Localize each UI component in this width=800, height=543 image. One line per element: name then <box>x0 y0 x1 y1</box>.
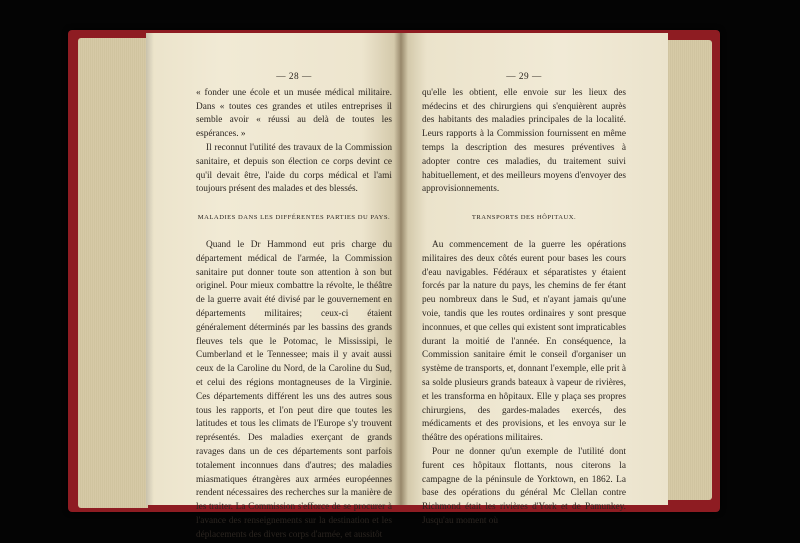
page-shadow <box>146 33 154 505</box>
page-number: — 29 — <box>506 72 542 82</box>
page-number: — 28 — <box>276 72 312 82</box>
section-heading: TRANSPORTS DES HÔPITAUX. <box>471 214 577 222</box>
left-page <box>146 33 400 540</box>
section-heading: MALADIES DANS LES DIFFÉRENTES PARTIES DU PAYS. <box>197 214 391 222</box>
right-page <box>400 33 668 526</box>
right-page-text <box>422 71 626 529</box>
left-page-text <box>196 71 392 543</box>
book-gutter <box>394 33 408 505</box>
paragraph: Il reconnut l'utilité des travaux de la Commission sanitaire, et depuis son élection ce corps devint ce qu'il devait être, l'aide du corps médical et l'ami toujours présent des malades et des blessés. <box>196 142 392 195</box>
page-edges-left <box>78 38 148 508</box>
page-edges-right <box>666 40 712 500</box>
paragraph-continuation: qu'elle les obtient, elle envoie sur les lieux des médecins et des chirurgiens qui s'enquièrent auprès des habitants des maladies principales de la localité. Leurs rapports à la Commission fournissent en même temps la description des mesures préventives à adopter contre ces maladies, du traitement suivi habituellement, et des meilleurs moyens d'envoyer des approvisionnements. <box>422 87 626 195</box>
paragraph: Pour ne donner qu'un exemple de l'utilité dont furent ces hôpitaux flottants, nous citerons la campagne de la péninsule de Yorktown, en 1862. La base des opérations du général Mc Clellan contre Richmond était les rivières d'York et de Pamunkey. Jusqu'au moment où <box>422 446 626 526</box>
paragraph: Quand le Dr Hammond eut pris charge du département médical de l'armée, la Commission sanitaire put donner toute son attention à son but originel. Pour mieux combattre la révolte, le théâtre de la guerre avait été divisé par le gouvernement en départements militaires; ceux-ci étaient généralement déterminés par les bassins des grands fleuves tels que le Potomac, le Mississipi, le Cumberland et le Tennessee; mais il y avait aussi ceux de la Caroline du Nord, de la Caroline du Sud, et celui des régions montagneuses de la Virginie. Ces départements différent les uns des autres sous tous les rapports, et l'on peut dire que toutes les latitudes et tous les climats de l'Europe s'y trouvent représentés. Des maladies exerçant de grands ravages dans un de ces départements sont parfois totalement inconnues dans d'autres; des maladies miasmatiques étrangères aux armées européennes rendent nécessaires des recherches sur la manière de les traiter. La Commission s'efforce de se procurer à l'avance des renseignements sur la destination et les déplacements des divers corps d'armée, et aussitôt <box>196 239 392 540</box>
paragraph: Au commencement de la guerre les opérations militaires des deux côtés eurent pour bases les cours d'eau navigables. Fédéraux et séparatistes y étaient forcés par la nature du pays, les chemins de fer étant peu nombreux dans le Sud, et n'ayant jamais qu'une voie, tandis que les routes ordinaires y sont presque inconnues, et que celles qui existent sont impraticables durant la moitié de l'année. En conséquence, la Commission sanitaire émit le conseil d'organiser un système de transports, et, donnant l'exemple, elle prit à sa solde plusieurs grands bateaux à vapeur de rivières, et les transforma en hôpitaux. Elle y plaça ses propres chirurgiens, des gardes-malades exercés, des médicaments et des provisions, et les envoya sur le théâtre des opérations militaires. <box>422 239 626 444</box>
quote-continuation: « fonder une école et un musée médical militaire. Dans « toutes ces grandes et utiles entreprises il semble avoir « réussi au delà de toutes les espérances. » <box>196 87 392 140</box>
